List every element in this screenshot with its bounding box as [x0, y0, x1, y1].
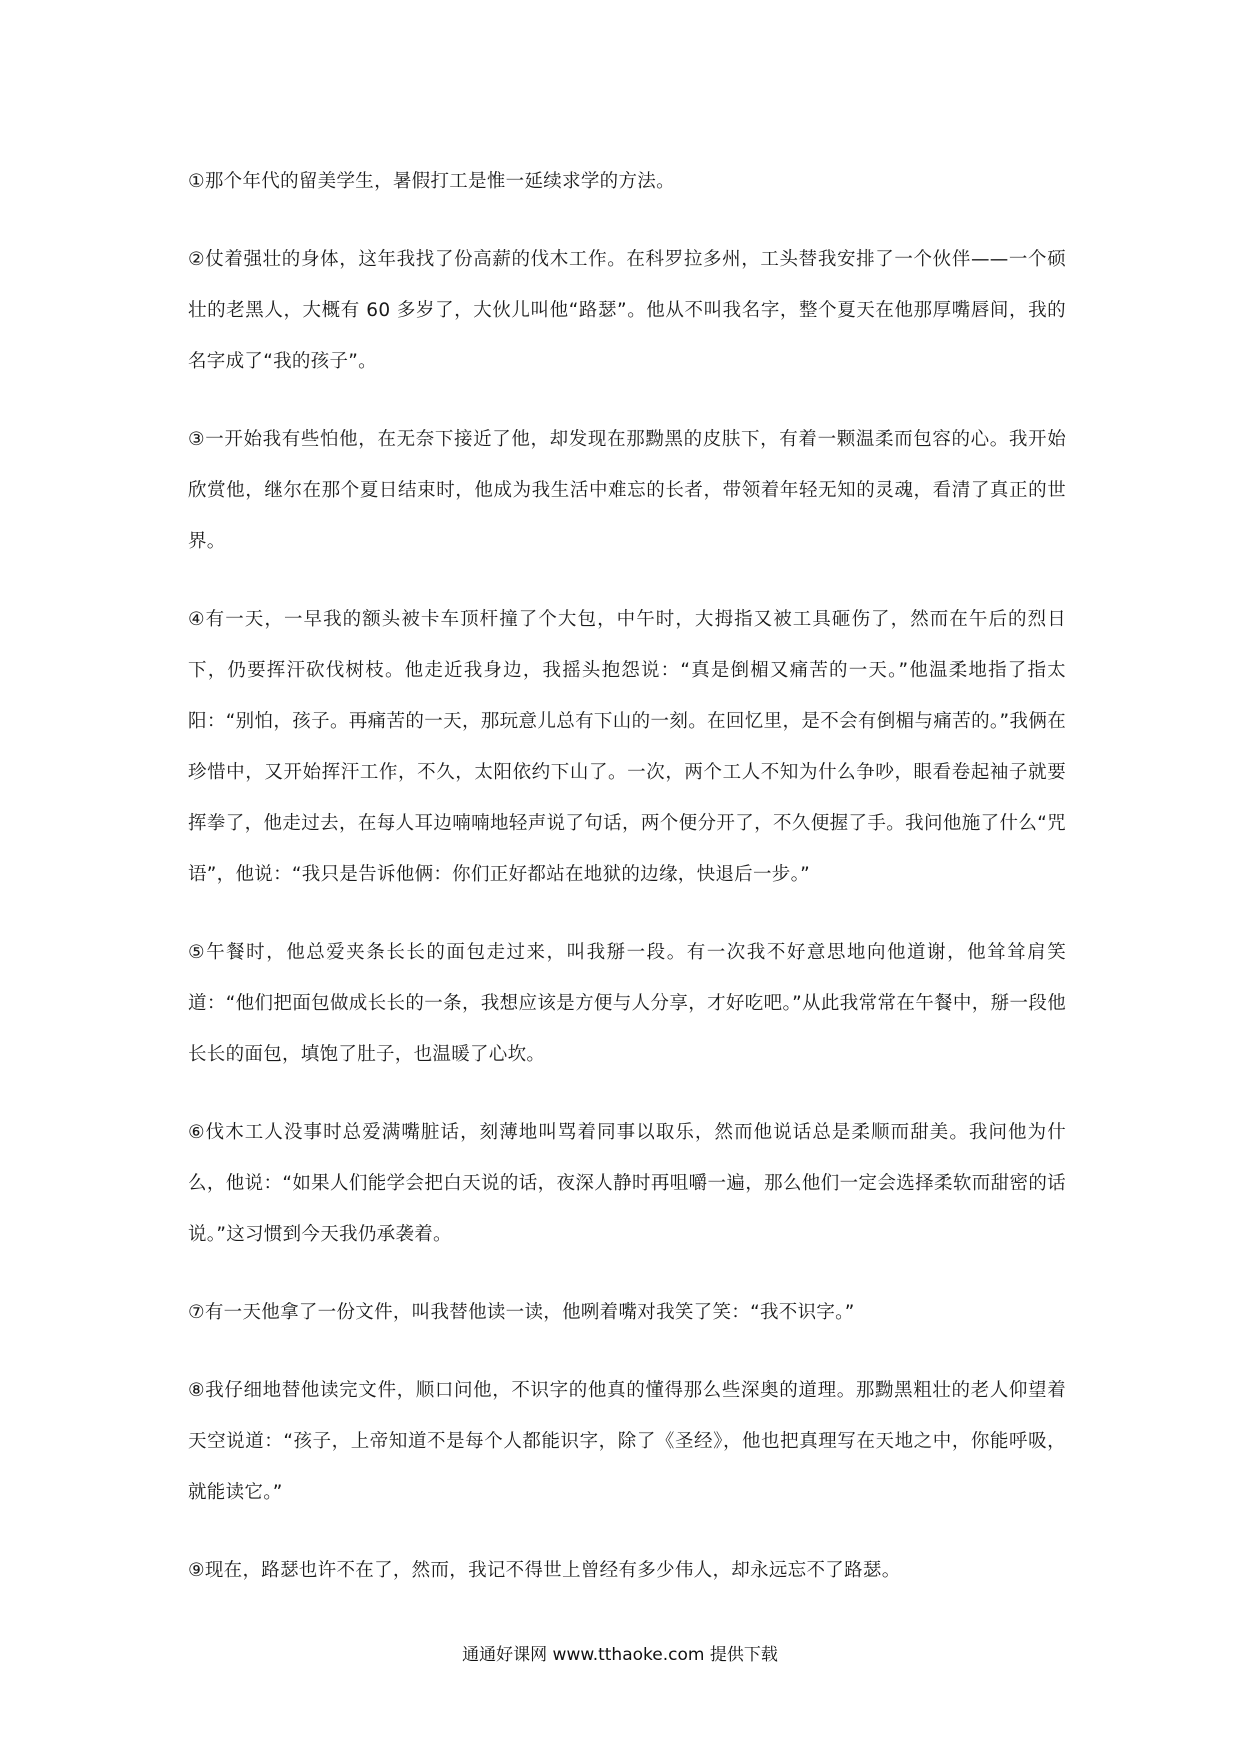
paragraph-4: ④有一天，一早我的额头被卡车顶杆撞了个大包，中午时，大拇指又被工具砸伤了，然而在午后的烈日下，仍要挥汗砍伐树枝。他走近我身边，我摇头抱怨说：“真是倒楣又痛苦的一天。”他温柔地指了指太阳：“别怕，孩子。再痛苦的一天，那玩意儿总有下山的一刻。在回忆里，是不会有倒楣与痛苦的。”我俩在珍惜中，又开始挥汗工作，不久，太阳依约下山了。一次，两个工人不知为什么争吵，眼看卷起袖子就要挥拳了，他走过去，在每人耳边喃喃地轻声说了句话，两个便分开了，不久便握了手。我问他施了什么“咒语”，他说：“我只是告诉他俩：你们正好都站在地狱的边缘，快退后一步。” [188, 609, 1066, 885]
paragraph-6: ⑥伐木工人没事时总爱满嘴脏话，刻薄地叫骂着同事以取乐，然而他说话总是柔顺而甜美。我问他为什么，他说：“如果人们能学会把白天说的话，夜深人静时再咀嚼一遍，那么他们一定会选择柔软而甜密的话说。”这习惯到今天我仍承袭着。 [188, 1122, 1066, 1245]
paragraph-3: ③一开始我有些怕他，在无奈下接近了他，却发现在那黝黑的皮肤下，有着一颗温柔而包容的心。我开始欣赏他，继尔在那个夏日结束时，他成为我生活中难忘的长者，带领着年轻无知的灵魂，看清了真正的世界。 [188, 429, 1066, 552]
page-footer: 通通好课网 www.tthaoke.com 提供下载 [462, 1645, 778, 1665]
paragraph-8: ⑧我仔细地替他读完文件，顺口问他，不识字的他真的懂得那么些深奥的道理。那黝黑粗壮的老人仰望着天空说道：“孩子，上帝知道不是每个人都能识字，除了《圣经》，他也把真理写在天地之中，你能呼吸，就能读它。” [188, 1380, 1066, 1503]
paragraph-1: ①那个年代的留美学生，暑假打工是惟一延续求学的方法。 [188, 171, 675, 192]
article-body [188, 156, 1066, 1623]
paragraph-7: ⑦有一天他拿了一份文件，叫我替他读一读，他咧着嘴对我笑了笑：“我不识字。” [188, 1302, 855, 1323]
paragraph-2: ②仗着强壮的身体，这年我找了份高薪的伐木工作。在科罗拉多州，工头替我安排了一个伙伴——一个硕壮的老黑人，大概有 60 多岁了，大伙儿叫他“路瑟”。他从不叫我名字，整个夏天在他那厚嘴唇间，我的名字成了“我的孩子”。 [188, 249, 1066, 372]
paragraph-5: ⑤午餐时，他总爱夹条长长的面包走过来，叫我掰一段。有一次我不好意思地向他道谢，他耸耸肩笑道：“他们把面包做成长长的一条，我想应该是方便与人分享，才好吃吧。”从此我常常在午餐中，掰一段他长长的面包，填饱了肚子，也温暖了心坎。 [188, 942, 1066, 1065]
paragraph-9: ⑨现在，路瑟也许不在了，然而，我记不得世上曾经有多少伟人，却永远忘不了路瑟。 [188, 1560, 901, 1581]
